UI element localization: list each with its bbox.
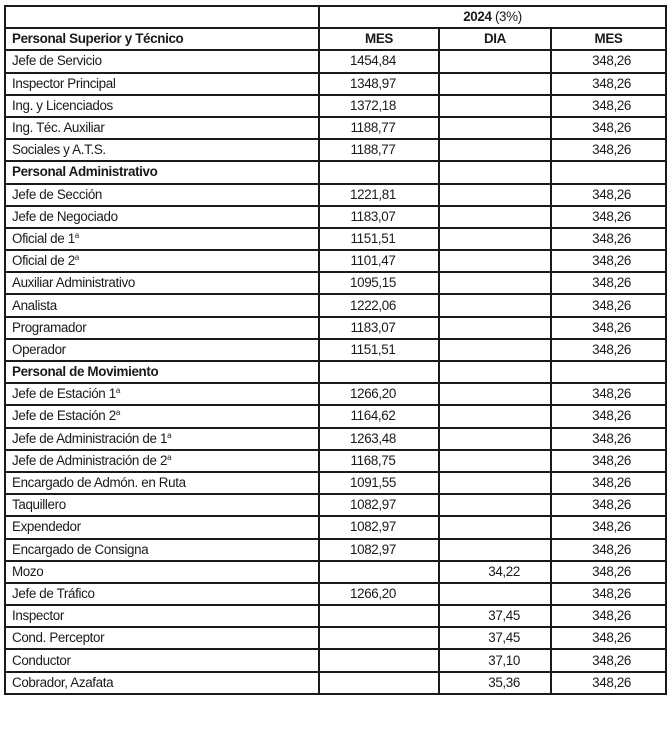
table-row	[5, 405, 666, 427]
empty-cell	[551, 361, 666, 383]
table-row	[5, 649, 666, 671]
table-row	[5, 539, 666, 561]
ordinal-marker: a	[74, 253, 79, 263]
mes2-cell: 348,26	[551, 472, 666, 494]
mes2-cell: 348,26	[551, 516, 666, 538]
category-cell: Operador	[5, 339, 319, 361]
dia-cell: 34,22	[439, 561, 551, 583]
category-cell: Programador	[5, 317, 319, 339]
mes-cell: 1266,20	[319, 383, 439, 405]
category-cell: Encargado de Consigna	[5, 539, 319, 561]
ordinal-marker: a	[167, 452, 172, 462]
dia-cell	[439, 516, 551, 538]
category-cell: Encargado de Admón. en Ruta	[5, 472, 319, 494]
mes-cell: 1082,97	[319, 494, 439, 516]
dia-cell	[439, 294, 551, 316]
section-title: Personal de Movimiento	[5, 361, 319, 383]
table-row	[5, 450, 666, 472]
section-title: Personal Administrativo	[5, 161, 319, 183]
category-cell: Auxiliar Administrativo	[5, 272, 319, 294]
dia-cell	[439, 472, 551, 494]
header-empty-cell	[5, 6, 319, 28]
dia-cell: 37,45	[439, 605, 551, 627]
header-increase: (3%)	[494, 9, 522, 25]
header-mes2: MES	[551, 28, 666, 50]
table-header	[5, 6, 666, 50]
dia-cell	[439, 317, 551, 339]
mes-cell: 1168,75	[319, 450, 439, 472]
table-row	[5, 272, 666, 294]
table-row	[5, 117, 666, 139]
dia-cell	[439, 73, 551, 95]
ordinal-marker: a	[74, 230, 79, 240]
category-cell: Jefe de Tráfico	[5, 583, 319, 605]
dia-cell	[439, 405, 551, 427]
mes-cell: 1095,15	[319, 272, 439, 294]
mes2-cell: 348,26	[551, 228, 666, 250]
category-cell: Oficial de 1$^a$	[5, 228, 319, 250]
mes-cell: 1151,51	[319, 339, 439, 361]
empty-cell	[319, 161, 439, 183]
header-dia: DIA	[439, 28, 551, 50]
table-row	[5, 139, 666, 161]
mes2-cell: 348,26	[551, 405, 666, 427]
table-row	[5, 383, 666, 405]
section-header-row	[5, 361, 666, 383]
category-cell: Conductor	[5, 649, 319, 671]
empty-cell	[439, 161, 551, 183]
section-header-row	[5, 161, 666, 183]
mes-cell	[319, 627, 439, 649]
mes-cell: 1372,18	[319, 95, 439, 117]
mes-cell: 1101,47	[319, 250, 439, 272]
table-row	[5, 583, 666, 605]
mes-cell: 1183,07	[319, 317, 439, 339]
ordinal-marker: a	[115, 386, 120, 396]
table-row	[5, 250, 666, 272]
dia-cell	[439, 184, 551, 206]
mes-cell: 1263,48	[319, 428, 439, 450]
mes-cell: 1082,97	[319, 516, 439, 538]
mes2-cell: 348,26	[551, 583, 666, 605]
mes2-cell: 348,26	[551, 428, 666, 450]
mes2-cell: 348,26	[551, 184, 666, 206]
table-row	[5, 73, 666, 95]
table-row	[5, 206, 666, 228]
mes-cell	[319, 672, 439, 694]
header-year-cell	[319, 6, 666, 28]
mes2-cell: 348,26	[551, 250, 666, 272]
dia-cell	[439, 339, 551, 361]
table-row	[5, 605, 666, 627]
mes-cell: 1188,77	[319, 139, 439, 161]
category-cell: Inspector Principal	[5, 73, 319, 95]
mes2-cell: 348,26	[551, 494, 666, 516]
mes2-cell: 348,26	[551, 50, 666, 72]
dia-cell	[439, 228, 551, 250]
mes2-cell: 348,26	[551, 206, 666, 228]
category-cell: Jefe de Negociado	[5, 206, 319, 228]
table-body	[5, 50, 666, 693]
mes-cell: 1082,97	[319, 539, 439, 561]
table-row	[5, 317, 666, 339]
table-row	[5, 184, 666, 206]
category-cell: Ing. y Licenciados	[5, 95, 319, 117]
mes-cell: 1151,51	[319, 228, 439, 250]
dia-cell	[439, 494, 551, 516]
mes2-cell: 348,26	[551, 294, 666, 316]
mes2-cell: 348,26	[551, 339, 666, 361]
category-cell: Jefe de Estación 1$^a$	[5, 383, 319, 405]
dia-cell	[439, 117, 551, 139]
dia-cell	[439, 139, 551, 161]
mes2-cell: 348,26	[551, 450, 666, 472]
mes-cell: 1164,62	[319, 405, 439, 427]
empty-cell	[551, 161, 666, 183]
mes2-cell: 348,26	[551, 317, 666, 339]
dia-cell	[439, 450, 551, 472]
category-cell: Jefe de Servicio	[5, 50, 319, 72]
table-row	[5, 95, 666, 117]
category-cell: Taquillero	[5, 494, 319, 516]
category-cell: Inspector	[5, 605, 319, 627]
category-cell: Jefe de Estación 2$^a$	[5, 405, 319, 427]
mes2-cell: 348,26	[551, 672, 666, 694]
mes-cell	[319, 561, 439, 583]
header-mes: MES	[319, 28, 439, 50]
dia-cell: 37,10	[439, 649, 551, 671]
salary-table	[4, 5, 667, 695]
empty-cell	[439, 361, 551, 383]
mes-cell: 1222,06	[319, 294, 439, 316]
dia-cell	[439, 583, 551, 605]
dia-cell	[439, 539, 551, 561]
mes2-cell: 348,26	[551, 605, 666, 627]
mes-cell: 1091,55	[319, 472, 439, 494]
mes-cell: 1348,97	[319, 73, 439, 95]
dia-cell	[439, 95, 551, 117]
table-row	[5, 428, 666, 450]
category-cell: Mozo	[5, 561, 319, 583]
mes-cell	[319, 605, 439, 627]
dia-cell	[439, 428, 551, 450]
table-row	[5, 294, 666, 316]
category-cell: Oficial de 2$^a$	[5, 250, 319, 272]
category-cell: Analista	[5, 294, 319, 316]
mes2-cell: 348,26	[551, 117, 666, 139]
mes2-cell: 348,26	[551, 649, 666, 671]
dia-cell	[439, 272, 551, 294]
mes2-cell: 348,26	[551, 95, 666, 117]
table-row	[5, 561, 666, 583]
dia-cell	[439, 250, 551, 272]
mes2-cell: 348,26	[551, 383, 666, 405]
empty-cell	[319, 361, 439, 383]
category-cell: Jefe de Administración de 1$^a$	[5, 428, 319, 450]
mes2-cell: 348,26	[551, 73, 666, 95]
category-cell: Cond. Perceptor	[5, 627, 319, 649]
table-row	[5, 50, 666, 72]
ordinal-marker: a	[167, 430, 172, 440]
header-row-columns	[5, 28, 666, 50]
category-cell: Jefe de Sección	[5, 184, 319, 206]
mes-cell: 1183,07	[319, 206, 439, 228]
dia-cell	[439, 50, 551, 72]
mes-cell	[319, 649, 439, 671]
dia-cell: 37,45	[439, 627, 551, 649]
table-row	[5, 228, 666, 250]
mes2-cell: 348,26	[551, 627, 666, 649]
header-row-year	[5, 6, 666, 28]
mes-cell: 1266,20	[319, 583, 439, 605]
dia-cell	[439, 206, 551, 228]
mes-cell: 1188,77	[319, 117, 439, 139]
header-year: 2024	[463, 9, 492, 25]
dia-cell: 35,36	[439, 672, 551, 694]
table-row	[5, 516, 666, 538]
mes2-cell: 348,26	[551, 139, 666, 161]
category-cell: Ing. Téc. Auxiliar	[5, 117, 319, 139]
category-cell: Jefe de Administración de 2$^a$	[5, 450, 319, 472]
category-cell: Expendedor	[5, 516, 319, 538]
header-category: Personal Superior y Técnico	[5, 28, 319, 50]
table-row	[5, 494, 666, 516]
table-row	[5, 339, 666, 361]
ordinal-marker: a	[115, 408, 120, 418]
table-row	[5, 672, 666, 694]
mes2-cell: 348,26	[551, 561, 666, 583]
category-cell: Sociales y A.T.S.	[5, 139, 319, 161]
table-row	[5, 472, 666, 494]
table-row	[5, 627, 666, 649]
mes-cell: 1221,81	[319, 184, 439, 206]
category-cell: Cobrador, Azafata	[5, 672, 319, 694]
mes2-cell: 348,26	[551, 539, 666, 561]
mes2-cell: 348,26	[551, 272, 666, 294]
mes-cell: 1454,84	[319, 50, 439, 72]
dia-cell	[439, 383, 551, 405]
